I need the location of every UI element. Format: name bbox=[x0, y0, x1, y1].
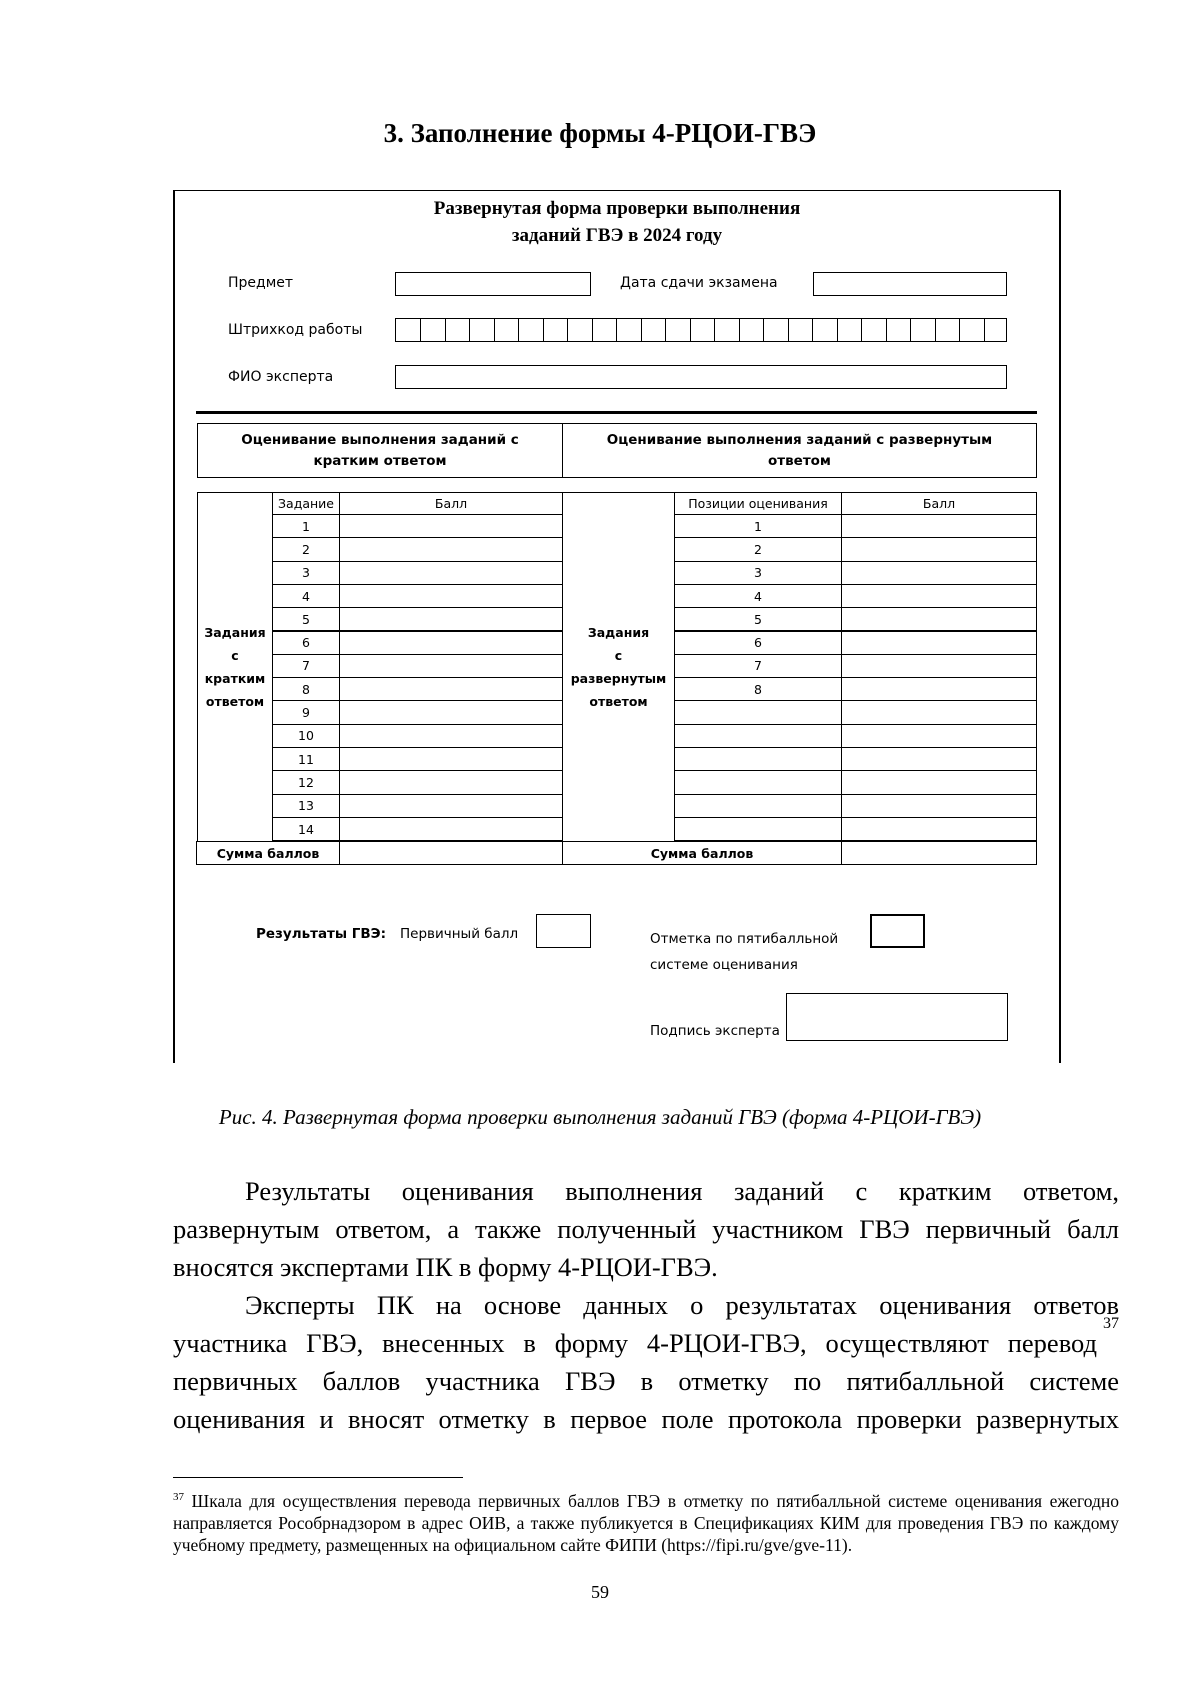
long-score-cell[interactable] bbox=[841, 724, 1037, 748]
primary-score-label: Первичный балл bbox=[400, 926, 519, 942]
short-score-cell[interactable] bbox=[339, 514, 563, 538]
short-task-number: 4 bbox=[272, 584, 340, 608]
long-position-number: 5 bbox=[674, 607, 842, 631]
short-group-line2: с bbox=[231, 648, 239, 663]
short-score-cell[interactable] bbox=[339, 584, 563, 608]
short-score-cell[interactable] bbox=[339, 654, 563, 678]
barcode-cell-divider bbox=[812, 319, 813, 341]
short-task-number: 9 bbox=[272, 700, 340, 724]
long-position-number: 4 bbox=[674, 584, 842, 608]
form-separator bbox=[196, 411, 1037, 414]
exam-date-label: Дата сдачи экзамена bbox=[620, 275, 778, 291]
long-score-cell[interactable] bbox=[841, 654, 1037, 678]
p2-line2-text: участника ГВЭ, внесенных в форму 4-РЦОИ-ГВЭ, осуществляют перевод bbox=[173, 1328, 1097, 1358]
footnote-number: 37 bbox=[173, 1491, 184, 1503]
barcode-cell-divider bbox=[935, 319, 936, 341]
results-label: Результаты ГВЭ: bbox=[256, 926, 386, 942]
short-score-cell[interactable] bbox=[339, 561, 563, 585]
long-position-number: 8 bbox=[674, 677, 842, 701]
long-score-cell[interactable] bbox=[841, 700, 1037, 724]
short-col-score: Балл bbox=[339, 492, 563, 515]
short-group-label bbox=[197, 492, 273, 842]
short-score-cell[interactable] bbox=[339, 794, 563, 818]
barcode-cell-divider bbox=[420, 319, 421, 341]
long-score-cell[interactable] bbox=[841, 584, 1037, 608]
short-task-number: 2 bbox=[272, 537, 340, 561]
long-position-number bbox=[674, 724, 842, 748]
primary-score-field[interactable] bbox=[536, 914, 591, 948]
short-score-cell[interactable] bbox=[339, 724, 563, 748]
long-group-line3: развернутым bbox=[570, 671, 667, 686]
p2-line2 bbox=[173, 1315, 1119, 1362]
long-score-cell[interactable] bbox=[841, 770, 1037, 794]
short-score-cell[interactable] bbox=[339, 747, 563, 771]
p1-line3: вносятся экспертами ПК в форму 4-РЦОИ-ГВЭ. bbox=[173, 1252, 718, 1282]
barcode-cell-divider bbox=[959, 319, 960, 341]
short-sum-score-cell[interactable] bbox=[339, 841, 563, 865]
barcode-cell-divider bbox=[984, 319, 985, 341]
short-task-number: 3 bbox=[272, 561, 340, 585]
long-score-cell[interactable] bbox=[841, 561, 1037, 585]
expert-name-label: ФИО эксперта bbox=[228, 369, 334, 385]
short-task-number: 10 bbox=[272, 724, 340, 748]
mark-label-line2: системе оценивания bbox=[650, 957, 798, 973]
long-position-number bbox=[674, 747, 842, 771]
barcode-cell-divider bbox=[494, 319, 495, 341]
long-position-number: 2 bbox=[674, 537, 842, 561]
short-score-cell[interactable] bbox=[339, 700, 563, 724]
barcode-cell-divider bbox=[592, 319, 593, 341]
short-group-line4: ответом bbox=[205, 694, 265, 709]
short-task-number: 14 bbox=[272, 817, 340, 841]
short-task-number: 12 bbox=[272, 770, 340, 794]
short-score-cell[interactable] bbox=[339, 770, 563, 794]
figure-caption: Рис. 4. Развернутая форма проверки выполнения заданий ГВЭ (форма 4-РЦОИ-ГВЭ) bbox=[218, 1105, 982, 1129]
short-col-task: Задание bbox=[272, 492, 340, 515]
long-position-number bbox=[674, 700, 842, 724]
barcode-cell-divider bbox=[763, 319, 764, 341]
barcode-label: Штрихкод работы bbox=[228, 322, 363, 338]
footnote-text: Шкала для осуществления перевода первичных баллов ГВЭ в отметку по пятибалльной системе оценивания ежегодно направляется Рособрнадзором в адрес ОИВ, а также публикуется в Спецификациях КИМ для проведения ГВЭ по каждому учебному предмету, размещенных на официальном сайте ФИПИ (https://fipi.ru/gve/gve-11). bbox=[173, 1490, 1119, 1555]
section-title: 3. Заполнение формы 4-РЦОИ-ГВЭ bbox=[383, 118, 817, 148]
p2-line4: оценивания и вносят отметку в первое поле протокола проверки развернутых bbox=[173, 1404, 1119, 1434]
short-task-number: 6 bbox=[272, 631, 340, 655]
long-score-cell[interactable] bbox=[841, 747, 1037, 771]
mark-label bbox=[650, 926, 838, 978]
subject-label: Предмет bbox=[228, 275, 294, 291]
barcode-cell-divider bbox=[445, 319, 446, 341]
p2-line3: первичных баллов участника ГВЭ в отметку по пятибалльной системе bbox=[173, 1366, 1119, 1396]
mark-field[interactable] bbox=[870, 914, 925, 948]
signature-field[interactable] bbox=[786, 993, 1008, 1041]
signature-label: Подпись эксперта bbox=[650, 1023, 780, 1039]
form-title-line1: Развернутая форма проверки выполнения bbox=[433, 198, 801, 219]
short-answer-header: Оценивание выполнения заданий с кратким ответом bbox=[197, 423, 563, 478]
barcode-cell-divider bbox=[665, 319, 666, 341]
short-task-number: 11 bbox=[272, 747, 340, 771]
footnote-separator bbox=[173, 1477, 463, 1478]
short-task-number: 1 bbox=[272, 514, 340, 538]
barcode-cell-divider bbox=[788, 319, 789, 341]
long-score-cell[interactable] bbox=[841, 677, 1037, 701]
short-score-cell[interactable] bbox=[339, 537, 563, 561]
short-score-cell[interactable] bbox=[339, 631, 563, 655]
barcode-cell-divider bbox=[886, 319, 887, 341]
long-score-cell[interactable] bbox=[841, 817, 1037, 841]
short-sum-label: Сумма баллов bbox=[196, 841, 340, 865]
barcode-cell-divider bbox=[641, 319, 642, 341]
subject-field[interactable] bbox=[395, 272, 591, 296]
long-position-number: 1 bbox=[674, 514, 842, 538]
long-score-cell[interactable] bbox=[841, 537, 1037, 561]
p1-line1: Результаты оценивания выполнения заданий с кратким ответом, bbox=[245, 1176, 1119, 1206]
long-position-number: 7 bbox=[674, 654, 842, 678]
long-group-line4: ответом bbox=[589, 694, 648, 709]
expert-name-field[interactable] bbox=[395, 365, 1007, 389]
long-group-label bbox=[562, 492, 675, 842]
long-group-line1: Задания bbox=[587, 625, 650, 640]
footnote bbox=[173, 1486, 1119, 1556]
long-score-cell[interactable] bbox=[841, 607, 1037, 631]
mark-label-line1: Отметка по пятибалльной bbox=[650, 931, 839, 947]
form-frame-top bbox=[173, 190, 1061, 191]
short-task-number: 5 bbox=[272, 607, 340, 631]
barcode-cell-divider bbox=[910, 319, 911, 341]
barcode-cell-divider bbox=[616, 319, 617, 341]
p2-line1: Эксперты ПК на основе данных о результатах оценивания ответов bbox=[245, 1290, 1119, 1320]
long-col-score: Балл bbox=[841, 492, 1037, 515]
short-group-line1: Задания bbox=[204, 625, 266, 640]
form-title-line2: заданий ГВЭ в 2024 году bbox=[511, 225, 723, 246]
long-position-number bbox=[674, 817, 842, 841]
long-position-number: 6 bbox=[674, 631, 842, 655]
barcode-cell-divider bbox=[739, 319, 740, 341]
short-score-cell[interactable] bbox=[339, 677, 563, 701]
barcode-cell-divider bbox=[690, 319, 691, 341]
barcode-cell-divider bbox=[837, 319, 838, 341]
short-score-cell[interactable] bbox=[339, 607, 563, 631]
long-answer-header: Оценивание выполнения заданий с развернутым ответом bbox=[562, 423, 1037, 478]
form-frame-left bbox=[173, 190, 175, 1063]
short-task-number: 7 bbox=[272, 654, 340, 678]
page-number: 59 bbox=[591, 1582, 609, 1602]
barcode-cell-divider bbox=[543, 319, 544, 341]
barcode-cell-divider bbox=[714, 319, 715, 341]
long-position-number bbox=[674, 770, 842, 794]
barcode-cell-divider bbox=[518, 319, 519, 341]
p1-line2: развернутым ответом, а также полученный участником ГВЭ первичный балл bbox=[173, 1214, 1119, 1244]
long-score-cell[interactable] bbox=[841, 631, 1037, 655]
form-frame-right bbox=[1059, 190, 1061, 1063]
short-score-cell[interactable] bbox=[339, 817, 563, 841]
form-title bbox=[173, 195, 1061, 249]
short-task-number: 8 bbox=[272, 677, 340, 701]
long-group-line2: с bbox=[614, 648, 623, 663]
long-col-positions: Позиции оценивания bbox=[674, 492, 842, 515]
barcode-cell-divider bbox=[469, 319, 470, 341]
exam-date-field[interactable] bbox=[813, 272, 1007, 296]
long-sum-score-cell[interactable] bbox=[841, 841, 1037, 865]
short-group-line3: кратким bbox=[204, 671, 266, 686]
barcode-cell-divider bbox=[567, 319, 568, 341]
long-sum-label: Сумма баллов bbox=[562, 841, 842, 865]
short-task-number: 13 bbox=[272, 794, 340, 818]
long-score-cell[interactable] bbox=[841, 514, 1037, 538]
barcode-field[interactable] bbox=[395, 318, 1007, 342]
barcode-cell-divider bbox=[861, 319, 862, 341]
long-position-number: 3 bbox=[674, 561, 842, 585]
long-score-cell[interactable] bbox=[841, 794, 1037, 818]
long-position-number bbox=[674, 794, 842, 818]
footnote-ref[interactable]: 37 bbox=[1103, 1315, 1119, 1332]
